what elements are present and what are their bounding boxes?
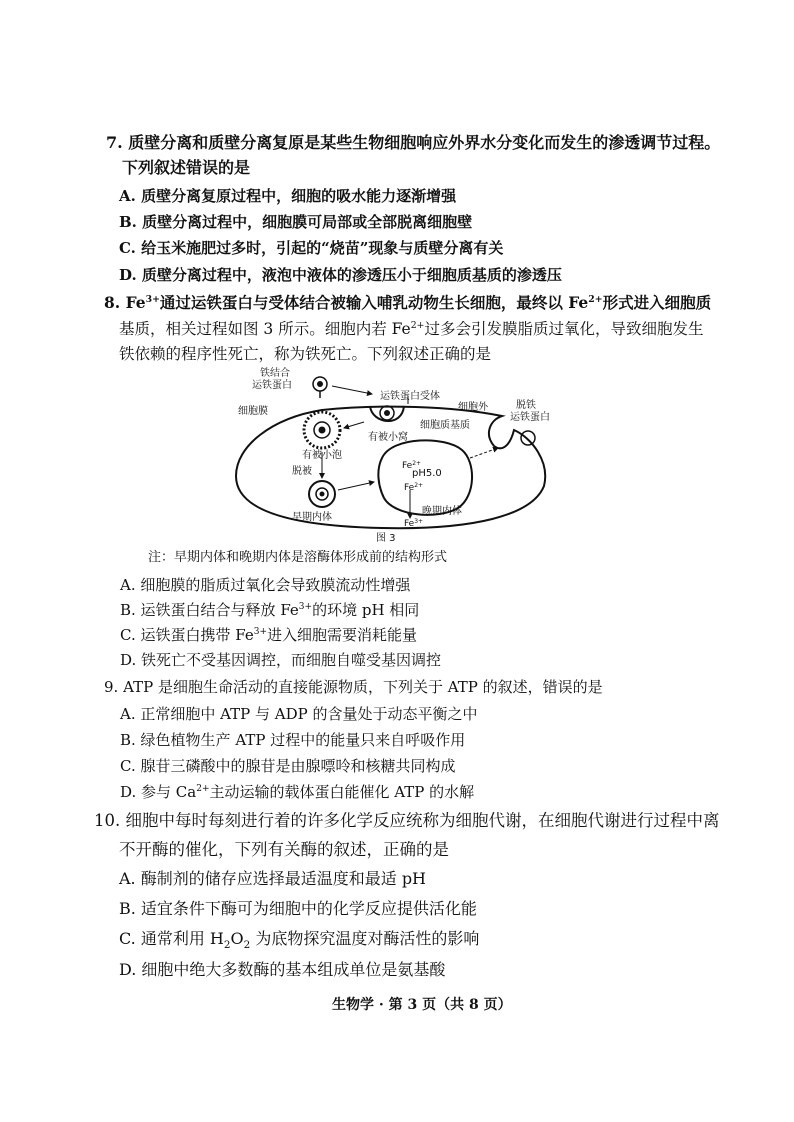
q10-option-c-sub1: 2 [223, 939, 231, 952]
q9-option-c: C. 腺苷三磷酸中的腺苷是由腺嘌呤和核糖共同构成 [120, 757, 456, 775]
figure-3-diagram [232, 366, 562, 544]
q9-option-d-sup: 2+ [196, 784, 210, 794]
q10-stem-line2: 不开酶的催化，下列有关酶的叙述，正确的是 [119, 840, 449, 859]
page-footer: 生物学 · 第 3 页（共 8 页） [332, 997, 512, 1013]
q8-line1-sup1: 3+ [145, 293, 160, 305]
q10-option-c-sub2: 2 [243, 939, 251, 952]
label-apo-1: 脱铁 [516, 400, 536, 411]
q9-option-d-part-b: 主动运输的载体蛋白能催化 ATP 的水解 [209, 783, 475, 801]
q8-line2-part-a: 基质，相关过程如图 3 所示。细胞内若 Fe [119, 320, 411, 339]
label-pit: 有被小窝 [368, 432, 408, 443]
q10-option-b: B. 适宜条件下酶可为细胞中的化学反应提供活化能 [119, 899, 477, 918]
q7-option-d: D. 质壁分离过程中，液泡中液体的渗透压小于细胞质基质的渗透压 [119, 266, 562, 284]
q10-option-c-part-a: C. 通常利用 H [119, 929, 224, 948]
q8-option-c-sup: 3+ [253, 627, 267, 637]
q7-option-b: B. 质壁分离过程中，细胞膜可局部或全部脱离细胞壁 [119, 213, 473, 231]
q8-line1-part-a: 8. Fe [104, 293, 146, 312]
q8-line1-sup2: 2+ [588, 293, 603, 305]
q7-stem-line1: 7. 质壁分离和质壁分离复原是某些生物细胞响应外界水分变化而发生的渗透调节过程。 [106, 133, 721, 152]
q9-option-a: A. 正常细胞中 ATP 与 ADP 的含量处于动态平衡之中 [120, 705, 478, 723]
label-vesicle: 有被小泡 [302, 450, 342, 461]
label-fe2-upper: $Fe^{2+}$ [402, 460, 422, 471]
label-outside: 细胞外 [458, 402, 488, 413]
label-receptor: 运铁蛋白受体 [380, 391, 440, 402]
q10-option-c-part-b: O [230, 929, 244, 948]
q7-option-a: A. 质壁分离复原过程中，细胞的吸水能力逐渐增强 [119, 187, 457, 205]
q10-option-d: D. 细胞中绝大多数酶的基本组成单位是氨基酸 [119, 960, 446, 979]
label-membrane: 细胞膜 [238, 406, 268, 417]
label-uncoat: 脱被 [292, 466, 312, 477]
q8-option-d: D. 铁死亡不受基因调控，而细胞自噬受基因调控 [120, 651, 442, 669]
q8-line2-sup: 2+ [410, 320, 425, 331]
label-apo-2: 运铁蛋白 [510, 412, 550, 423]
q9-stem: 9. ATP 是细胞生命活动的直接能源物质，下列关于 ATP 的叙述，错误的是 [104, 678, 603, 696]
q8-line2-part-b: 过多会引发膜脂质过氧化，导致细胞发生 [424, 320, 704, 339]
label-fe2-lower: $Fe^{2+}$ [404, 482, 424, 493]
label-iron-transferrin-2: 运铁蛋白 [252, 380, 292, 391]
q8-option-c-part-a: C. 运铁蛋白携带 Fe [120, 626, 254, 644]
q10-option-c [119, 930, 479, 952]
q8-line1-part-b: 通过运铁蛋白与受体结合被输入哺乳动物生长细胞，最终以 Fe [159, 293, 589, 312]
label-ph: pH5.0 [412, 468, 442, 479]
q10-option-a: A. 酶制剂的储存应选择最适温度和最适 pH [119, 869, 427, 888]
label-early: 早期内体 [292, 512, 332, 523]
q8-option-c [120, 627, 417, 644]
q7-stem-line2: 下列叙述错误的是 [122, 158, 251, 177]
q8-stem-line1 [104, 294, 711, 312]
q9-option-d [120, 784, 474, 801]
q9-option-d-part-a: D. 参与 Ca [120, 783, 197, 801]
q8-option-a: A. 细胞膜的脂质过氧化会导致膜流动性增强 [120, 576, 411, 594]
label-late: 晚期内体 [422, 506, 462, 517]
q8-option-b-part-a: B. 运铁蛋白结合与释放 Fe [120, 601, 299, 619]
label-iron-transferrin-1: 铁结合 [260, 368, 290, 379]
q7-option-c: C. 给玉米施肥过多时，引起的“烧苗”现象与质壁分离有关 [119, 239, 504, 257]
figure-caption: 图 3 [376, 533, 396, 544]
q8-stem-line2 [119, 321, 703, 339]
q8-option-b-sup: 3+ [298, 602, 313, 612]
q8-option-b-part-b: 的环境 pH 相同 [312, 601, 420, 619]
label-fe3: $Fe^{3+}$ [404, 518, 424, 529]
q8-line1-part-c: 形式进入细胞质 [602, 293, 712, 312]
q8-option-c-part-b: 进入细胞需要消耗能量 [267, 626, 418, 644]
q8-figure-note: 注：早期内体和晚期内体是溶酶体形成前的结构形式 [148, 550, 448, 565]
cell-membrane-shape [236, 407, 545, 529]
q8-stem-line3: 铁依赖的程序性死亡，称为铁死亡。下列叙述正确的是 [119, 345, 492, 363]
q9-option-b: B. 绿色植物生产 ATP 过程中的能量只来自呼吸作用 [120, 731, 466, 749]
q10-stem-line1: 10. 细胞中每时每刻进行着的许多化学反应统称为细胞代谢，在细胞代谢进行过程中离 [94, 811, 720, 830]
q8-option-b [120, 602, 419, 619]
q10-option-c-part-c: 为底物探究温度对酶活性的影响 [250, 929, 480, 948]
label-cytoplasm: 细胞质基质 [420, 420, 470, 431]
